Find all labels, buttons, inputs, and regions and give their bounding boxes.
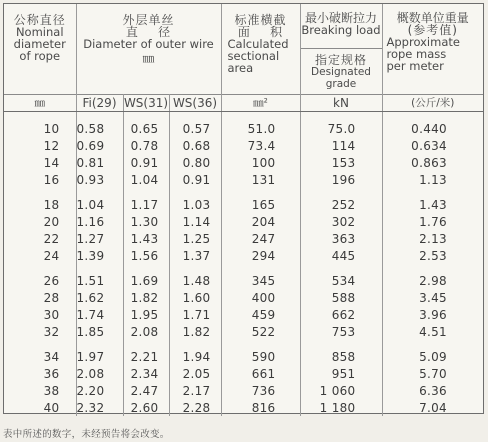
nominal-diameter-cell: 14 <box>4 154 76 171</box>
fi29-cell: 1.62 <box>76 289 123 306</box>
table-row <box>4 137 483 154</box>
ws36-cell: 0.68 <box>169 137 221 154</box>
nominal-diameter-cell: 24 <box>4 247 76 264</box>
ws31-cell: 0.78 <box>123 137 169 154</box>
header-mass-cn1: 概数单位重量 <box>396 11 469 25</box>
nominal-diameter-cell: 16 <box>4 171 76 188</box>
ws31-cell: 2.21 <box>123 340 169 365</box>
table-row <box>4 247 483 264</box>
ws31-cell: 1.95 <box>123 306 169 323</box>
area-cell: 131 <box>221 171 300 188</box>
table-row <box>4 306 483 323</box>
table-body <box>4 112 483 417</box>
footnote: 表中所述的数字，未经预告将会改变。 <box>3 429 170 440</box>
table-row <box>4 213 483 230</box>
header-nominal-diameter <box>4 4 76 95</box>
nominal-diameter-cell: 38 <box>4 382 76 399</box>
ws31-cell: 1.69 <box>123 264 169 289</box>
mass-cell: 2.13 <box>419 231 447 246</box>
nominal-diameter-cell: 22 <box>4 230 76 247</box>
header-area-en3: area <box>227 61 254 75</box>
breaking-load-cell: 75.0 <box>300 112 382 138</box>
mass-cell: 5.70 <box>419 366 447 381</box>
unit-mass: (公斤/米) <box>382 95 483 112</box>
header-load-en2: Designated grade <box>311 66 371 90</box>
header-outer-wire <box>76 4 221 95</box>
ws31-cell: 1.17 <box>123 188 169 213</box>
ws31-cell: 1.04 <box>123 171 169 188</box>
ws31-cell: 2.08 <box>123 323 169 340</box>
ws36-cell: 1.25 <box>169 230 221 247</box>
nominal-diameter-cell: 34 <box>4 340 76 365</box>
breaking-load-cell: 445 <box>300 247 382 264</box>
header-load-cn: 最小破断拉力 <box>304 11 377 25</box>
ws36-cell: 1.03 <box>169 188 221 213</box>
breaking-load-cell: 302 <box>300 213 382 230</box>
mass-cell: 1.76 <box>419 214 447 229</box>
mass-cell: 1.13 <box>419 172 447 187</box>
fi29-cell: 1.04 <box>76 188 123 213</box>
mass-cell: 3.45 <box>419 290 447 305</box>
nominal-diameter-cell: 26 <box>4 264 76 289</box>
nominal-diameter-cell: 18 <box>4 188 76 213</box>
area-cell: 100 <box>221 154 300 171</box>
area-cell: 345 <box>221 264 300 289</box>
nominal-diameter-cell: 28 <box>4 289 76 306</box>
ws36-cell: 1.48 <box>169 264 221 289</box>
breaking-load-cell: 1 060 <box>300 382 382 399</box>
ws31-cell: 0.65 <box>123 112 169 138</box>
ws36-cell: 2.17 <box>169 382 221 399</box>
mass-cell: 7.04 <box>419 400 447 415</box>
breaking-load-cell: 858 <box>300 340 382 365</box>
ws36-cell: 2.05 <box>169 365 221 382</box>
breaking-load-cell: 1 180 <box>300 399 382 416</box>
table-row <box>4 154 483 171</box>
fi29-cell: 0.58 <box>76 112 123 138</box>
breaking-load-cell: 196 <box>300 171 382 188</box>
breaking-load-cell: 114 <box>300 137 382 154</box>
ws31-cell: 1.43 <box>123 230 169 247</box>
table-row <box>4 382 483 399</box>
nominal-diameter-cell: 32 <box>4 323 76 340</box>
table-row <box>4 264 483 289</box>
header-area-cn-a: 标准横截 <box>234 13 287 27</box>
ws36-cell: 0.57 <box>169 112 221 138</box>
area-cell: 736 <box>221 382 300 399</box>
area-cell: 73.4 <box>221 137 300 154</box>
ws31-cell: 1.82 <box>123 289 169 306</box>
header-nominal-en3: of rope <box>19 49 61 63</box>
ws36-cell: 1.14 <box>169 213 221 230</box>
area-cell: 165 <box>221 188 300 213</box>
nominal-diameter-cell: 36 <box>4 365 76 382</box>
fi29-cell: 0.69 <box>76 137 123 154</box>
mass-cell: 0.440 <box>411 121 447 136</box>
breaking-load-cell: 534 <box>300 264 382 289</box>
header-load-en: Breaking load <box>301 23 381 37</box>
breaking-load-cell: 662 <box>300 306 382 323</box>
nominal-diameter-cell: 20 <box>4 213 76 230</box>
header-nominal-cn: 公称直径 <box>13 13 66 27</box>
unit-area: ㎜² <box>221 95 300 112</box>
ws36-cell: 1.82 <box>169 323 221 340</box>
subheader-ws31: WS(31) <box>123 96 169 110</box>
mass-cell: 3.96 <box>419 307 447 322</box>
table-row <box>4 112 483 138</box>
unit-load: kN <box>300 95 382 112</box>
ws31-cell: 2.60 <box>123 399 169 416</box>
mass-cell: 0.863 <box>411 155 447 170</box>
fi29-cell: 0.81 <box>76 154 123 171</box>
table-row <box>4 340 483 365</box>
table-row <box>4 188 483 213</box>
fi29-cell: 0.93 <box>76 171 123 188</box>
fi29-cell: 1.97 <box>76 340 123 365</box>
header-nominal-en1: Nominal <box>15 25 64 39</box>
ws31-cell: 1.30 <box>123 213 169 230</box>
header-mass-en1: Approximate <box>386 35 460 49</box>
header-mass-en2: rope mass <box>386 47 447 61</box>
header-mass <box>382 4 483 95</box>
header-breaking-load <box>300 4 382 95</box>
table-row <box>4 365 483 382</box>
header-nominal-en2: diameter <box>13 37 66 51</box>
ws36-cell: 1.60 <box>169 289 221 306</box>
area-cell: 522 <box>221 323 300 340</box>
breaking-load-cell: 153 <box>300 154 382 171</box>
ws31-cell: 2.47 <box>123 382 169 399</box>
fi29-cell: 1.39 <box>76 247 123 264</box>
nominal-diameter-cell: 10 <box>4 112 76 138</box>
mass-cell: 2.98 <box>419 273 447 288</box>
ws36-cell: 1.94 <box>169 340 221 365</box>
ws36-cell: 0.91 <box>169 171 221 188</box>
subheader-ws36: WS(36) <box>169 95 221 112</box>
ws31-cell: 1.56 <box>123 247 169 264</box>
header-outer-en: Diameter of outer wire <box>83 37 214 51</box>
fi29-cell: 2.08 <box>76 365 123 382</box>
mass-cell: 4.51 <box>419 324 447 339</box>
header-mass-en3: per meter <box>386 59 444 73</box>
header-outer-cn2: 直 径 <box>125 25 172 39</box>
area-cell: 400 <box>221 289 300 306</box>
fi29-cell: 1.16 <box>76 213 123 230</box>
table-row <box>4 171 483 188</box>
header-outer-cn1: 外层单丝 <box>122 13 175 27</box>
ws36-cell: 0.80 <box>169 154 221 171</box>
rope-spec-table-frame <box>3 3 484 414</box>
fi29-cell: 1.27 <box>76 230 123 247</box>
ws36-cell: 1.71 <box>169 306 221 323</box>
area-cell: 590 <box>221 340 300 365</box>
area-cell: 459 <box>221 306 300 323</box>
breaking-load-cell: 951 <box>300 365 382 382</box>
area-cell: 294 <box>221 247 300 264</box>
breaking-load-cell: 363 <box>300 230 382 247</box>
breaking-load-cell: 252 <box>300 188 382 213</box>
area-cell: 661 <box>221 365 300 382</box>
breaking-load-cell: 588 <box>300 289 382 306</box>
ws36-cell: 2.28 <box>169 399 221 416</box>
table-row <box>4 323 483 340</box>
area-cell: 204 <box>221 213 300 230</box>
area-cell: 51.0 <box>221 112 300 138</box>
header-area <box>221 4 300 95</box>
area-cell: 247 <box>221 230 300 247</box>
breaking-load-cell: 753 <box>300 323 382 340</box>
header-load-cn2: 指定规格 <box>314 53 367 67</box>
mass-cell: 2.53 <box>419 248 447 263</box>
ws36-cell: 1.37 <box>169 247 221 264</box>
fi29-cell: 1.74 <box>76 306 123 323</box>
mass-cell: 6.36 <box>419 383 447 398</box>
table-row <box>4 230 483 247</box>
nominal-diameter-cell: 40 <box>4 399 76 416</box>
nominal-diameter-cell: 30 <box>4 306 76 323</box>
table-row <box>4 289 483 306</box>
fi29-cell: 1.51 <box>76 264 123 289</box>
ws31-cell: 0.91 <box>123 154 169 171</box>
ws31-cell: 2.34 <box>123 365 169 382</box>
header-area-cn-b: 面 积 <box>237 25 284 39</box>
area-cell: 816 <box>221 399 300 416</box>
nominal-diameter-cell: 12 <box>4 137 76 154</box>
unit-nominal: ㎜ <box>4 95 76 112</box>
subheader-fi29: Fi(29) <box>76 95 123 112</box>
fi29-cell: 2.20 <box>76 382 123 399</box>
rope-spec-table <box>4 4 483 416</box>
mass-cell: 0.634 <box>411 138 447 153</box>
header-mass-cn2: (参考值) <box>407 23 458 37</box>
mass-cell: 5.09 <box>419 349 447 364</box>
fi29-cell: 1.85 <box>76 323 123 340</box>
mass-cell: 1.43 <box>419 197 447 212</box>
header-designated-grade <box>301 48 382 90</box>
header-area-en1: Calculated <box>227 37 289 51</box>
header-outer-unit: ㎜ <box>142 51 155 65</box>
header-area-en2: sectional <box>227 49 280 63</box>
table-row <box>4 399 483 416</box>
fi29-cell: 2.32 <box>76 399 123 416</box>
